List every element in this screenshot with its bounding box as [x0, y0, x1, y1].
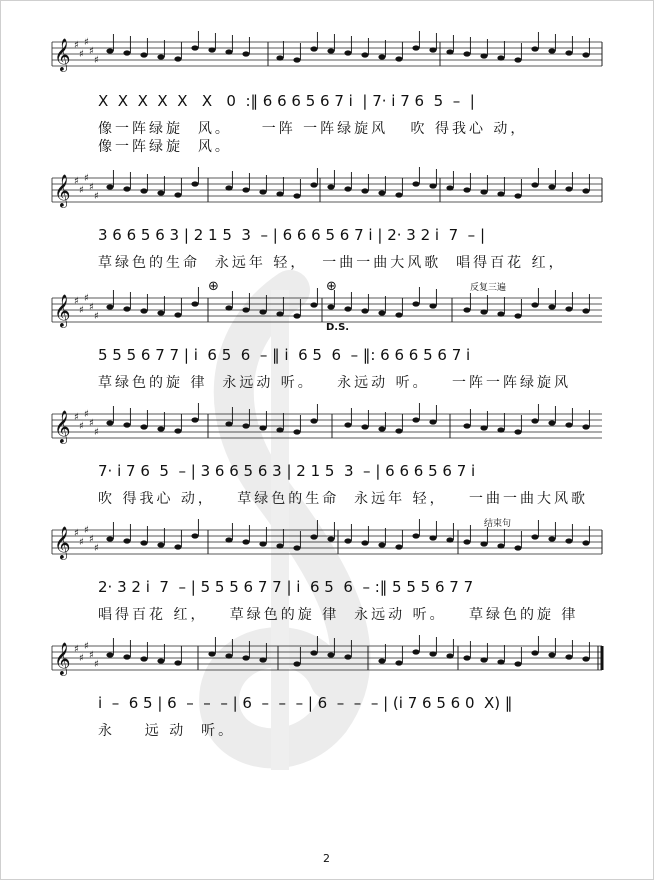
note-head	[276, 311, 283, 316]
note-head	[378, 426, 385, 431]
note-head	[157, 658, 164, 663]
note-head	[293, 193, 300, 198]
note-head	[242, 655, 249, 660]
note-head	[395, 192, 402, 197]
note-head	[463, 307, 470, 312]
note-head	[157, 310, 164, 315]
note-head	[106, 48, 113, 53]
note-head	[378, 190, 385, 195]
coda-icon: ⊕	[326, 279, 337, 294]
note-head	[446, 537, 453, 542]
note-head	[174, 56, 181, 61]
note-head	[378, 54, 385, 59]
note-head	[514, 193, 521, 198]
note-head	[106, 420, 113, 425]
note-head	[548, 304, 555, 309]
sharp-icon: ♯	[94, 55, 99, 66]
note-head	[531, 650, 538, 655]
ds-marking: D.S.	[326, 322, 350, 333]
jianpu-line-2: 3 6 6 5 6 3 | 2 1 5 3 – | 6 6 6 5 6 7 i | 2· 3 2 i 7 – |	[98, 226, 485, 244]
ending-phrase-label: 结束句	[484, 519, 512, 529]
note-head	[259, 657, 266, 662]
sharp-icon: ♯	[89, 46, 94, 57]
lyric-line-4: 吹 得我心 动， 草绿色的生命 永远年 轻， 一曲一曲大风歌	[98, 491, 588, 507]
note-head	[344, 422, 351, 427]
note-head	[310, 302, 317, 307]
lyric-line-2: 草绿色的生命 永远年 轻， 一曲一曲大风歌 唱得百花 红，	[98, 255, 566, 271]
note-head	[497, 311, 504, 316]
note-head	[208, 47, 215, 52]
note-head	[565, 422, 572, 427]
note-head	[531, 418, 538, 423]
note-head	[191, 417, 198, 422]
note-head	[361, 188, 368, 193]
note-head	[531, 182, 538, 187]
note-head	[310, 418, 317, 423]
note-head	[378, 310, 385, 315]
note-head	[463, 187, 470, 192]
note-head	[140, 52, 147, 57]
sharp-icon: ♯	[79, 49, 84, 60]
note-head	[225, 421, 232, 426]
jianpu-line-6: i – 6 5 | 6 – – – | 6 – – – | 6 – – – | (i 7 6 5 6 0 X) ‖	[98, 694, 513, 712]
note-head	[463, 51, 470, 56]
note-head	[310, 46, 317, 51]
sharp-icon: ♯	[94, 659, 99, 670]
note-head	[157, 54, 164, 59]
note-head	[429, 651, 436, 656]
note-head	[412, 533, 419, 538]
sharp-icon: ♯	[89, 534, 94, 545]
note-head	[480, 657, 487, 662]
note-head	[548, 184, 555, 189]
note-head	[259, 189, 266, 194]
note-head	[140, 656, 147, 661]
sharp-icon: ♯	[89, 302, 94, 313]
repeat-three-times-label: 反复三遍	[470, 283, 507, 293]
note-head	[225, 185, 232, 190]
note-head	[361, 308, 368, 313]
treble-clef-icon: 𝄞	[54, 526, 71, 559]
note-head	[531, 534, 538, 539]
sharp-icon: ♯	[84, 641, 89, 652]
note-head	[361, 424, 368, 429]
jianpu-line-4: 7· i 7 6 5 – | 3 6 6 5 6 3 | 2 1 5 3 – | 6 6 6 5 6 7 i	[98, 462, 476, 480]
note-head	[293, 313, 300, 318]
note-head	[514, 57, 521, 62]
note-head	[412, 301, 419, 306]
note-head	[395, 660, 402, 665]
sharp-icon: ♯	[94, 427, 99, 438]
note-head	[276, 55, 283, 60]
sharp-icon: ♯	[89, 650, 94, 661]
note-head	[276, 191, 283, 196]
lyric-line-1b: 像一阵绿旋 风。	[98, 139, 232, 155]
treble-clef-icon: 𝄞	[54, 38, 71, 71]
note-head	[123, 306, 130, 311]
note-head	[174, 544, 181, 549]
note-head	[497, 659, 504, 664]
lyric-line-5: 唱得百花 红， 草绿色的旋 律 永远动 听。 草绿色的旋 律	[98, 607, 579, 623]
note-head	[378, 658, 385, 663]
note-head	[123, 186, 130, 191]
note-head	[514, 545, 521, 550]
lyric-line-1a: 像一阵绿旋 风。 一阵 一阵绿旋风 吹 得我心 动，	[98, 121, 528, 137]
sharp-icon: ♯	[84, 37, 89, 48]
note-head	[412, 649, 419, 654]
note-head	[225, 653, 232, 658]
sharp-icon: ♯	[74, 296, 79, 307]
note-head	[514, 429, 521, 434]
note-head	[140, 540, 147, 545]
page-number: 2	[323, 852, 330, 865]
sharp-icon: ♯	[74, 412, 79, 423]
sharp-icon: ♯	[79, 537, 84, 548]
note-head	[395, 428, 402, 433]
note-head	[242, 539, 249, 544]
sharp-icon: ♯	[84, 173, 89, 184]
note-head	[293, 545, 300, 550]
treble-clef-icon: 𝄞	[54, 410, 71, 443]
sharp-icon: ♯	[94, 191, 99, 202]
note-head	[242, 423, 249, 428]
treble-clef-icon: 𝄞	[54, 294, 71, 327]
sharp-icon: ♯	[79, 185, 84, 196]
note-head	[429, 303, 436, 308]
note-head	[191, 301, 198, 306]
note-head	[429, 419, 436, 424]
sharp-icon: ♯	[74, 176, 79, 187]
note-head	[344, 654, 351, 659]
note-head	[310, 182, 317, 187]
sharp-icon: ♯	[94, 543, 99, 554]
note-head	[123, 422, 130, 427]
lyric-line-3: 草绿色的旋 律 永远动 听。 永远动 听。 一阵一阵绿旋风	[98, 375, 571, 391]
treble-clef-icon: 𝄞	[54, 174, 71, 207]
note-head	[548, 48, 555, 53]
note-head	[106, 304, 113, 309]
note-head	[157, 542, 164, 547]
jianpu-line-3: 5 5 5 6 7 7 | i 6 5 6 – ‖ i 6 5 6 – ‖: 6 6 6 5 6 7 i	[98, 346, 471, 364]
jianpu-line-1: X X X X X X 0 :‖ 6 6 6 5 6 7 i | 7· i 7 6 5 – |	[98, 92, 475, 110]
note-head	[361, 52, 368, 57]
note-head	[480, 425, 487, 430]
note-head	[531, 46, 538, 51]
treble-clef-icon: 𝄞	[54, 642, 71, 675]
note-head	[582, 52, 589, 57]
note-head	[140, 308, 147, 313]
note-head	[548, 536, 555, 541]
note-head	[514, 313, 521, 318]
note-head	[463, 655, 470, 660]
note-head	[361, 540, 368, 545]
note-head	[531, 302, 538, 307]
note-head	[463, 539, 470, 544]
note-head	[565, 306, 572, 311]
note-head	[225, 305, 232, 310]
note-head	[310, 650, 317, 655]
note-head	[276, 427, 283, 432]
note-head	[412, 417, 419, 422]
jianpu-line-5: 2· 3 2 i 7 – | 5 5 5 6 7 7 | i 6 5 6 – :‖ 5 5 5 6 7 7	[98, 578, 474, 596]
note-head	[344, 306, 351, 311]
note-head	[293, 429, 300, 434]
note-head	[259, 425, 266, 430]
note-head	[429, 183, 436, 188]
note-head	[565, 654, 572, 659]
note-head	[242, 307, 249, 312]
note-head	[106, 652, 113, 657]
note-head	[378, 542, 385, 547]
note-head	[327, 536, 334, 541]
note-head	[582, 188, 589, 193]
note-head	[480, 309, 487, 314]
note-head	[395, 56, 402, 61]
note-head	[582, 308, 589, 313]
note-head	[412, 45, 419, 50]
sharp-icon: ♯	[84, 525, 89, 536]
note-head	[497, 427, 504, 432]
note-head	[106, 184, 113, 189]
note-head	[429, 535, 436, 540]
note-head	[293, 57, 300, 62]
note-head	[157, 190, 164, 195]
note-head	[174, 660, 181, 665]
sharp-icon: ♯	[74, 644, 79, 655]
note-head	[242, 51, 249, 56]
coda-icon: ⊕	[208, 279, 219, 294]
note-head	[327, 48, 334, 53]
sharp-icon: ♯	[84, 409, 89, 420]
note-head	[446, 49, 453, 54]
note-head	[565, 50, 572, 55]
note-head	[140, 424, 147, 429]
note-head	[582, 656, 589, 661]
sharp-icon: ♯	[89, 418, 94, 429]
note-head	[174, 428, 181, 433]
note-head	[429, 47, 436, 52]
note-head	[463, 423, 470, 428]
note-head	[497, 191, 504, 196]
note-head	[582, 540, 589, 545]
note-head	[565, 186, 572, 191]
note-head	[259, 541, 266, 546]
note-head	[225, 537, 232, 542]
note-head	[310, 534, 317, 539]
note-head	[123, 654, 130, 659]
sharp-icon: ♯	[74, 528, 79, 539]
note-head	[208, 651, 215, 656]
note-head	[480, 541, 487, 546]
lyric-line-6: 永 远 动 听。	[98, 723, 236, 739]
note-head	[327, 652, 334, 657]
note-head	[140, 188, 147, 193]
note-head	[548, 652, 555, 657]
sharp-icon: ♯	[89, 182, 94, 193]
sharp-icon: ♯	[94, 311, 99, 322]
note-head	[106, 536, 113, 541]
note-head	[446, 653, 453, 658]
note-head	[344, 538, 351, 543]
note-head	[344, 50, 351, 55]
note-head	[514, 661, 521, 666]
note-head	[174, 312, 181, 317]
note-head	[582, 424, 589, 429]
sharp-icon: ♯	[79, 305, 84, 316]
note-head	[191, 533, 198, 538]
note-head	[548, 420, 555, 425]
note-head	[327, 184, 334, 189]
sharp-icon: ♯	[84, 293, 89, 304]
sharp-icon: ♯	[79, 653, 84, 664]
note-head	[327, 304, 334, 309]
note-head	[480, 189, 487, 194]
note-head	[412, 181, 419, 186]
note-head	[276, 543, 283, 548]
note-head	[259, 309, 266, 314]
note-head	[123, 50, 130, 55]
note-head	[242, 187, 249, 192]
note-head	[565, 538, 572, 543]
note-head	[395, 544, 402, 549]
note-head	[123, 538, 130, 543]
note-head	[225, 49, 232, 54]
note-head	[191, 181, 198, 186]
note-head	[191, 45, 198, 50]
note-head	[344, 186, 351, 191]
note-head	[497, 543, 504, 548]
note-head	[497, 55, 504, 60]
note-head	[293, 661, 300, 666]
sharp-icon: ♯	[74, 40, 79, 51]
note-head	[174, 192, 181, 197]
note-head	[446, 185, 453, 190]
note-head	[480, 53, 487, 58]
note-head	[157, 426, 164, 431]
note-head	[395, 312, 402, 317]
sharp-icon: ♯	[79, 421, 84, 432]
